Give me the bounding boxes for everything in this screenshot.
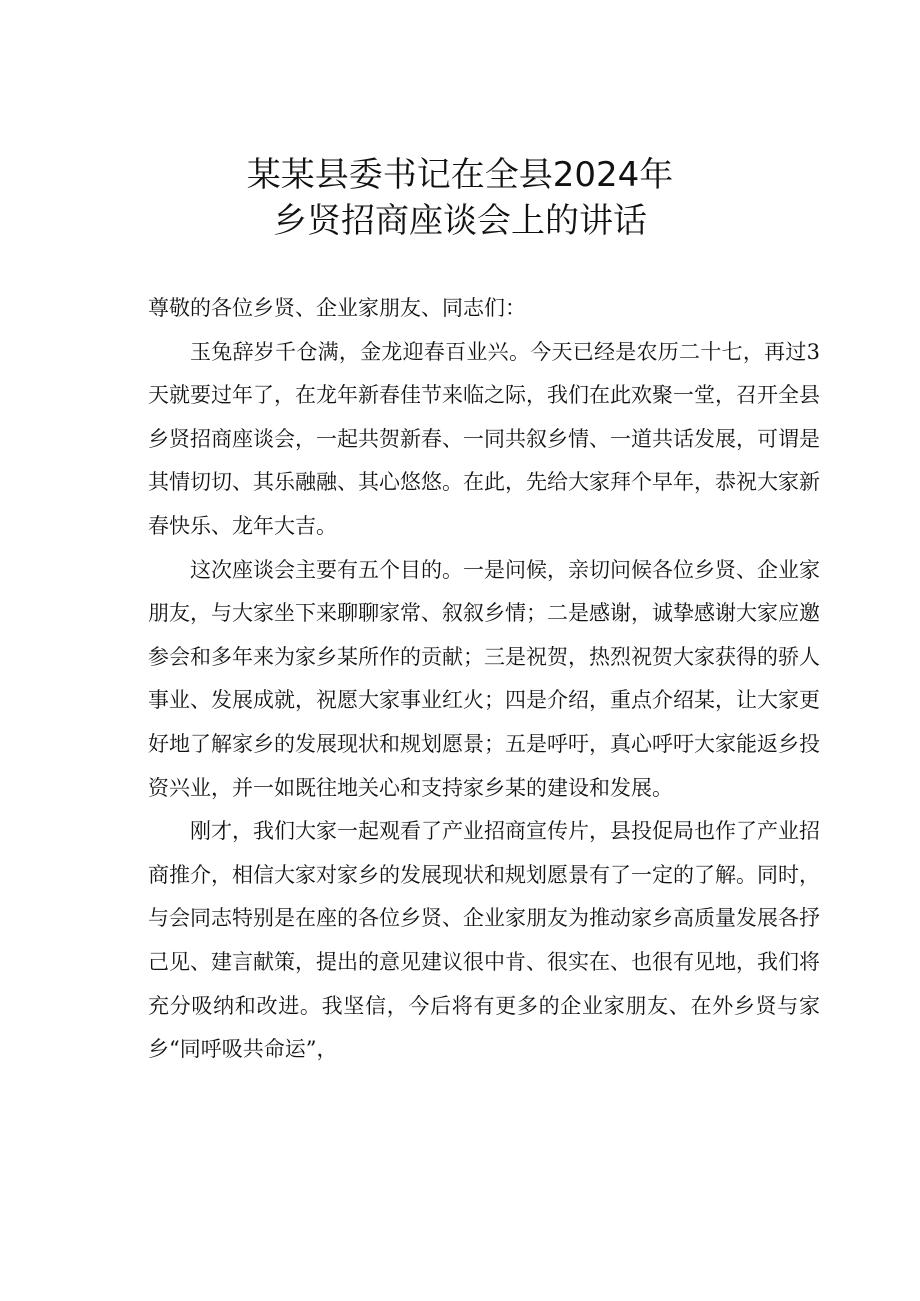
salutation: 尊敬的各位乡贤、企业家朋友、同志们： (148, 296, 526, 320)
paragraph: 玉兔辞岁千仓满，金龙迎春百业兴。今天已经是农历二十七，再过3天就要过年了，在龙年新春佳节来临之际，我们在此欢聚一堂，召开全县乡贤招商座谈会，一起共贺新春、一同共叙乡情、一道共话发展，可谓是其情切切、其乐融融、其心悠悠。在此，先给大家拜个早年，恭祝大家新春快乐、龙年大吉。 (148, 339, 820, 538)
paragraph: 刚才，我们大家一起观看了产业招商宣传片，县投促局也作了产业招商推介，相信大家对家乡的发展现状和规划愿景有了一定的了解。同时，与会同志特别是在座的各位乡贤、企业家朋友为推动家乡高质量发展各抒己见、建言献策，提出的意见建议很中肯、很实在、也很有见地，我们将充分吸纳和改进。我坚信，今后将有更多的企业家朋友、在外乡贤与家乡“同呼吸共命运”， (148, 819, 820, 1062)
document-body (148, 287, 820, 1072)
paragraph: 这次座谈会主要有五个目的。一是问候，亲切问候各位乡贤、企业家朋友，与大家坐下来聊聊家常、叙叙乡情；二是感谢，诚挚感谢大家应邀参会和多年来为家乡某所作的贡献；三是祝贺，热烈祝贺大家获得的骄人事业、发展成就，祝愿大家事业红火；四是介绍，重点介绍某，让大家更好地了解家乡的发展现状和规划愿景；五是呼吁，真心呼吁大家能返乡投资兴业，并一如既往地关心和支持家乡某的建设和发展。 (148, 557, 820, 800)
document-title-line-2: 乡贤招商座谈会上的讲话 (273, 201, 647, 241)
document-title-line-1: 某某县委书记在全县2024年 (246, 155, 674, 195)
